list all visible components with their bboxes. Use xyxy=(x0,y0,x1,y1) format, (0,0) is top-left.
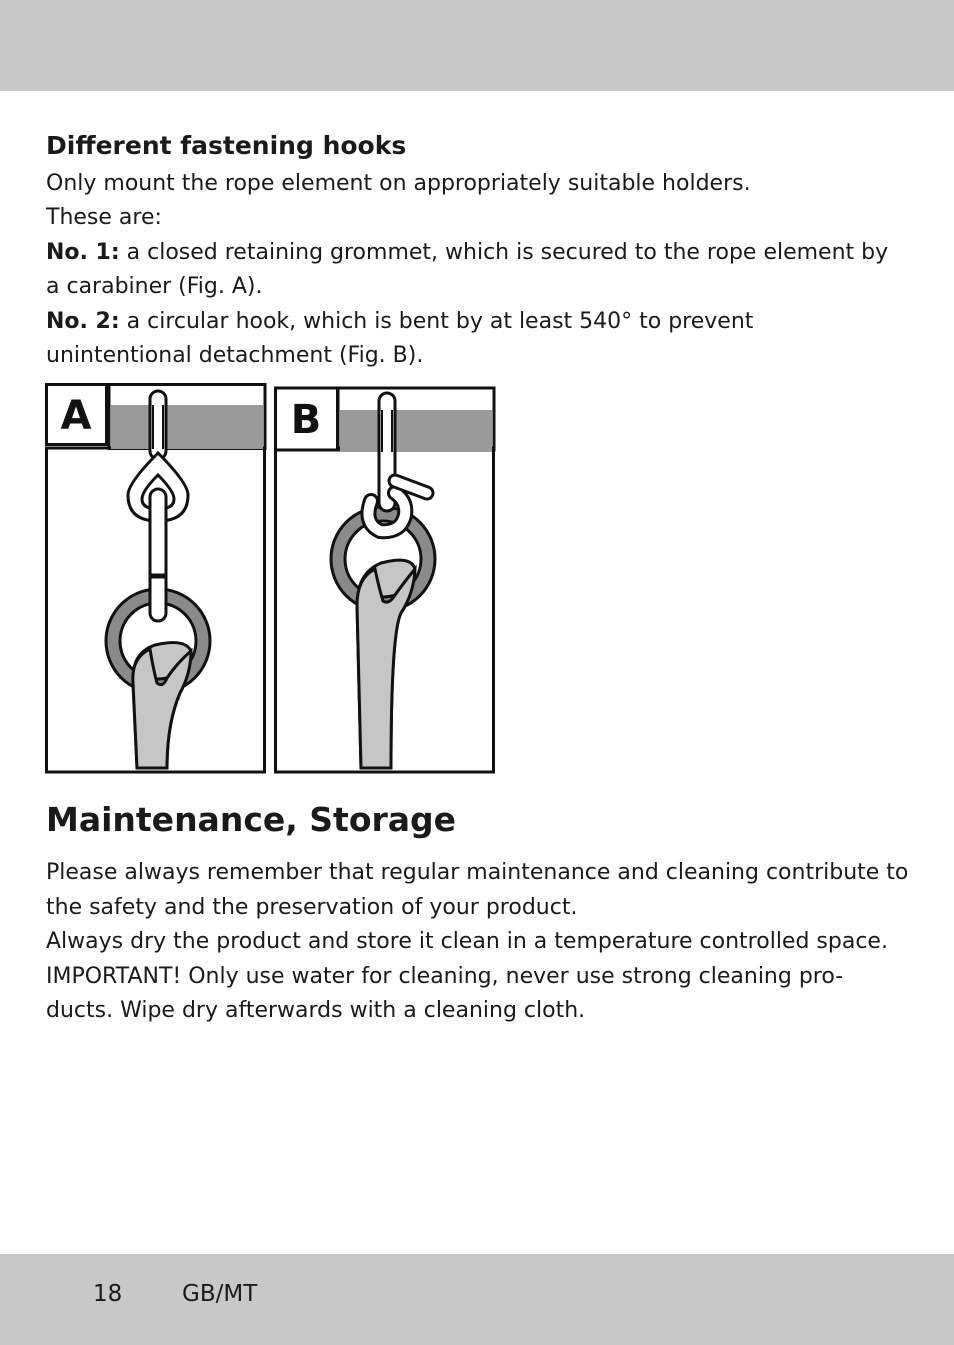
maintenance-para-2: Always dry the product and store it clean in a temperature controlled space. xyxy=(46,929,888,954)
header-band xyxy=(0,0,954,91)
page-number: 18 xyxy=(93,1281,123,1307)
section-fastening-hooks xyxy=(46,130,906,374)
figure-a-carabiner xyxy=(150,489,166,621)
maintenance-title: Maintenance, Storage xyxy=(46,800,457,839)
footer-band xyxy=(0,1254,954,1345)
figure-a xyxy=(47,385,266,773)
locale-code: GB/MT xyxy=(182,1281,258,1307)
item-2-label: No. 2: xyxy=(46,308,120,334)
figure-b-label: B xyxy=(290,397,322,443)
item-1-text: a closed retaining grommet, which is secured to the rope element by a carabiner (Fig. A). xyxy=(46,239,889,299)
figure-a-label: A xyxy=(60,393,92,439)
maintenance-para-1: Please always remember that regular maintenance and cleaning contribute to the safety and the preservation of your product. xyxy=(46,860,909,920)
section-title: Different fastening hooks xyxy=(46,131,407,160)
intro-line-2: These are: xyxy=(46,205,162,230)
item-1 xyxy=(46,236,906,305)
figures-a-b xyxy=(45,383,497,775)
figure-a-wall xyxy=(111,405,263,449)
item-2 xyxy=(46,305,906,374)
item-2-text: a circular hook, which is bent by at least 540° to prevent unintentional detachment (Fig. B). xyxy=(46,308,754,368)
figure-b-wall xyxy=(340,410,492,452)
item-1-label: No. 1: xyxy=(46,239,120,265)
intro-line-1: Only mount the rope element on appropriately suitable holders. xyxy=(46,170,751,196)
section-maintenance xyxy=(46,856,926,1029)
maintenance-para-3-line-1: IMPORTANT! Only use water for cleaning, never use strong cleaning pro- xyxy=(46,963,844,989)
maintenance-para-3-line-2: ducts. Wipe dry afterwards with a cleaning cloth. xyxy=(46,998,586,1023)
figure-b xyxy=(276,388,495,772)
